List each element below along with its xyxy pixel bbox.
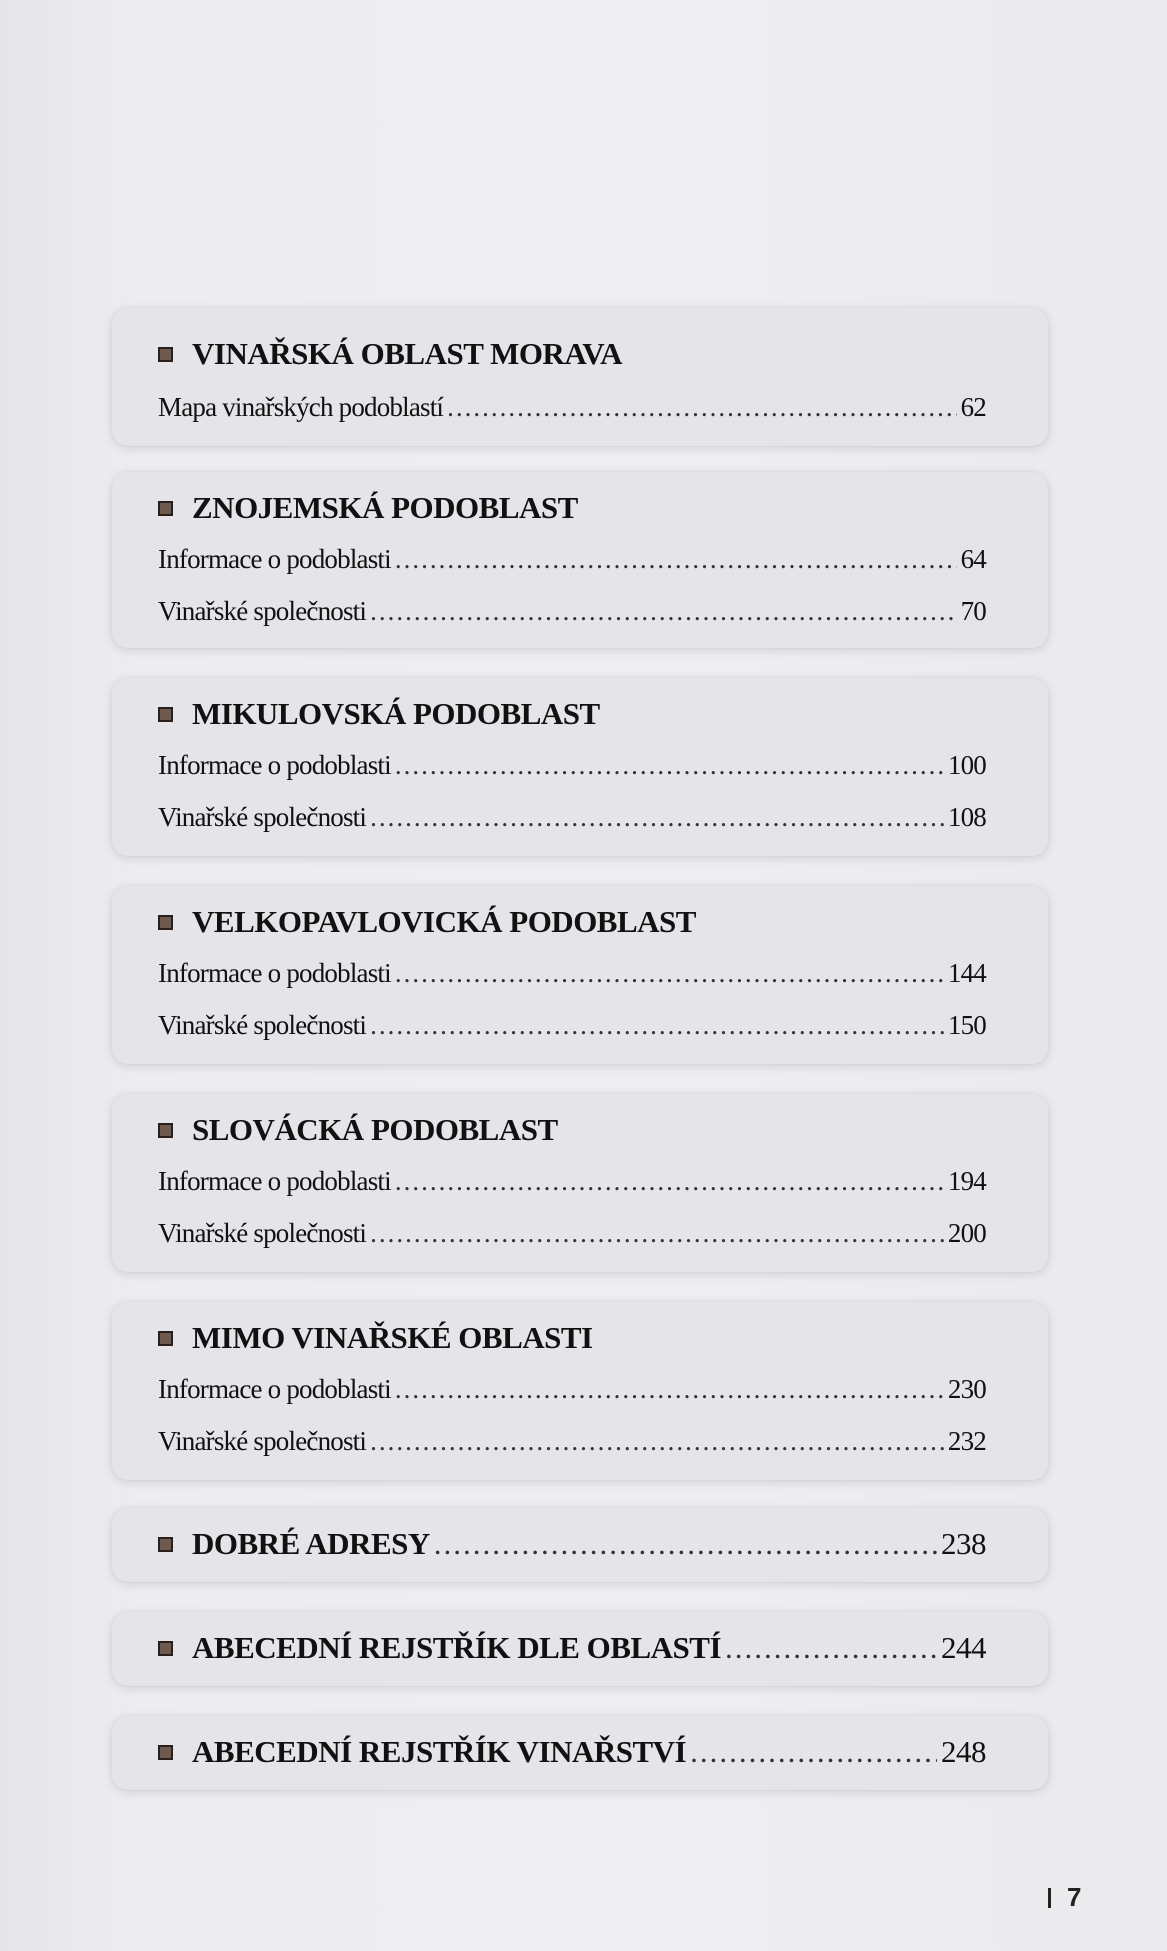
square-bullet-icon (158, 501, 173, 516)
dot-leader (370, 802, 944, 833)
entry-page-number: 70 (960, 596, 986, 626)
entry-label: Vinařské společnosti (158, 802, 367, 832)
dot-leader (370, 1426, 944, 1457)
toc-section-mikulovska-podoblast (112, 678, 1048, 856)
entry-label: Informace o podoblasti (158, 958, 391, 988)
dot-leader (395, 1374, 944, 1405)
dot-leader (370, 1010, 944, 1041)
section-heading: MIKULOVSKÁ PODOBLAST (158, 696, 986, 732)
toc-entry[interactable] (158, 1010, 986, 1041)
toc-entry[interactable] (158, 544, 986, 575)
toc-entry[interactable] (158, 1426, 986, 1457)
square-bullet-icon (158, 1641, 173, 1656)
section-heading: DOBRÉ ADRESY ..... 238 (158, 1526, 986, 1562)
entry-page-number: 144 (947, 958, 986, 988)
section-page-number: 248 (941, 1734, 986, 1769)
section-heading: VELKOPAVLOVICKÁ PODOBLAST (158, 904, 986, 940)
entry-label: Informace o podoblasti (158, 1374, 391, 1404)
page-footer (1048, 1882, 1081, 1913)
toc-entry[interactable] (158, 802, 986, 833)
entry-page-number: 62 (960, 392, 986, 422)
square-bullet-icon (158, 347, 173, 362)
square-bullet-icon (158, 915, 173, 930)
dot-leader (447, 392, 956, 423)
section-page-number: 238 (941, 1526, 986, 1561)
section-page-number: 244 (941, 1630, 986, 1665)
toc-entry[interactable] (158, 1166, 986, 1197)
toc-section-dobre-adresy[interactable] (112, 1508, 1048, 1582)
entry-label: Informace o podoblasti (158, 1166, 391, 1196)
toc-section-velkopavlovicka-podoblast (112, 886, 1048, 1064)
dot-leader (370, 1218, 944, 1249)
toc-section-znojemska-podoblast (112, 472, 1048, 648)
toc-section-abecedni-rejstrik-vinarstvi[interactable] (112, 1716, 1048, 1790)
dot-leader (395, 544, 957, 575)
section-heading: ZNOJEMSKÁ PODOBLAST (158, 490, 986, 526)
entry-label: Informace o podoblasti (158, 750, 391, 780)
square-bullet-icon (158, 1123, 173, 1138)
entry-label: Vinařské společnosti (158, 1010, 367, 1040)
entry-label: Vinařské společnosti (158, 1218, 367, 1248)
entry-page-number: 230 (947, 1374, 986, 1404)
entry-page-number: 108 (947, 802, 986, 832)
page-number: 7 (1067, 1882, 1082, 1912)
dot-leader (370, 596, 957, 627)
divider-bar (1048, 1888, 1051, 1908)
toc-entry[interactable] (158, 596, 986, 627)
toc-entry[interactable] (158, 958, 986, 989)
entry-page-number: 200 (947, 1218, 986, 1248)
dot-leader (395, 750, 944, 781)
square-bullet-icon (158, 1537, 173, 1552)
dot-leader (725, 1630, 937, 1666)
entry-label: Vinařské společnosti (158, 596, 367, 626)
toc-entry[interactable] (158, 1374, 986, 1405)
toc-section-mimo-vinarske-oblasti (112, 1302, 1048, 1480)
section-heading: ABECEDNÍ REJSTŘÍK DLE OBLASTÍ ..... 244 (158, 1630, 986, 1666)
section-heading: ABECEDNÍ REJSTŘÍK VINAŘSTVÍ ..... 248 (158, 1734, 986, 1770)
entry-label: Vinařské společnosti (158, 1426, 367, 1456)
toc-entry[interactable] (158, 392, 986, 423)
dot-leader (395, 958, 944, 989)
toc-section-vinarska-oblast-morava (112, 308, 1048, 446)
dot-leader (690, 1734, 937, 1770)
entry-label: Mapa vinařských podoblastí (158, 392, 444, 422)
section-heading: SLOVÁCKÁ PODOBLAST (158, 1112, 986, 1148)
entry-page-number: 64 (960, 544, 986, 574)
dot-leader (434, 1526, 937, 1562)
dot-leader (395, 1166, 944, 1197)
section-heading: VINAŘSKÁ OBLAST MORAVA (158, 336, 986, 372)
square-bullet-icon (158, 1331, 173, 1346)
entry-page-number: 232 (947, 1426, 986, 1456)
entry-page-number: 194 (947, 1166, 986, 1196)
section-heading: MIMO VINAŘSKÉ OBLASTI (158, 1320, 986, 1356)
square-bullet-icon (158, 707, 173, 722)
entry-label: Informace o podoblasti (158, 544, 391, 574)
toc-entry[interactable] (158, 1218, 986, 1249)
toc-section-slovacka-podoblast (112, 1094, 1048, 1272)
toc-section-abecedni-rejstrik-dle-oblasti[interactable] (112, 1612, 1048, 1686)
entry-page-number: 100 (947, 750, 986, 780)
toc-entry[interactable] (158, 750, 986, 781)
entry-page-number: 150 (947, 1010, 986, 1040)
square-bullet-icon (158, 1745, 173, 1760)
